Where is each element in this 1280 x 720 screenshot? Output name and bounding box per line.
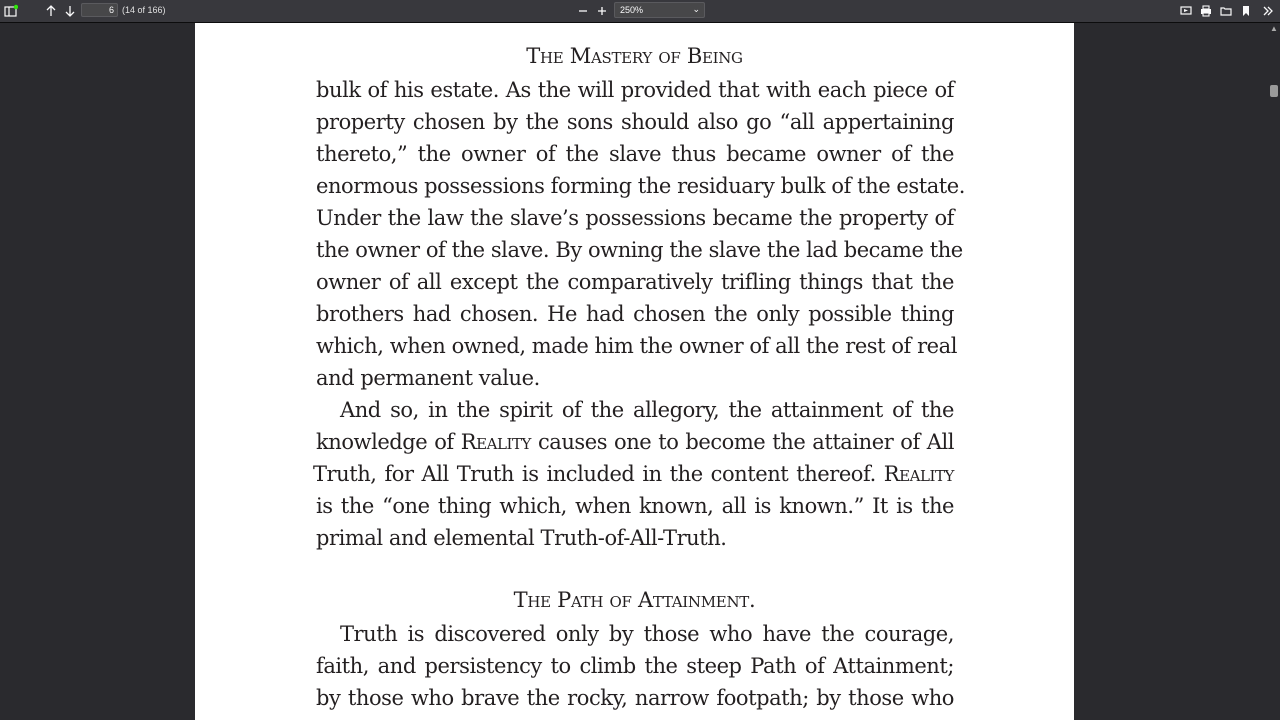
plus-icon[interactable] [593,2,611,20]
text-line: faith, and persistency to climb the steep Path of Attainment; [316,654,954,678]
paragraph-2 [313,394,954,554]
text-line: and permanent value. [316,366,540,390]
presentation-icon[interactable] [1177,2,1195,20]
minus-icon[interactable] [574,2,592,20]
page-count-label: (14 of 166) [122,5,166,15]
reality-term: Reality [883,462,954,486]
arrow-up-icon[interactable] [42,2,60,20]
zoom-select[interactable] [614,2,705,18]
folder-icon[interactable] [1217,2,1235,20]
page-number-input[interactable] [81,3,118,17]
text-line: And so, in the spirit of the allegory, the attainment of the [340,398,954,422]
text-line: Under the law the slave’s possessions became the property of [316,206,954,230]
sidebar-toggle-icon[interactable] [2,2,20,20]
zoom-value: 250% [620,5,644,15]
paragraph-1 [316,74,965,394]
text-line: property chosen by the sons should also go “all appertaining [316,110,954,134]
print-icon[interactable] [1197,2,1215,20]
running-head: The Mastery of Being [526,44,743,68]
text-line: brothers had chosen. He had chosen the only possible thing [316,302,954,326]
text-line: bulk of his estate. As the will provided that with each piece of [316,78,954,102]
text-line: primal and elemental Truth-of-All-Truth. [316,526,727,550]
bookmark-icon[interactable] [1237,2,1255,20]
text-line: Truth is discovered only by those who have the courage, [340,622,954,646]
text-line: the owner of the slave. By owning the slave the lad became the [316,238,963,262]
text-line [316,426,954,458]
text-line [313,458,954,490]
section-heading: The Path of Attainment. [513,588,756,612]
paragraph-3 [316,618,954,714]
double-chevron-right-icon[interactable] [1259,2,1277,20]
text-line: thereto,” the owner of the slave thus became owner of the [316,142,954,166]
vertical-scrollbar[interactable] [1268,23,1280,720]
text-line: owner of all except the comparatively trifling things that the [316,270,954,294]
text-line: is the “one thing which, when known, all is known.” It is the [316,494,954,518]
chevron-down-icon: ⌄ [692,4,700,14]
scroll-up-arrow-icon[interactable]: ▲ [1270,24,1278,33]
reality-term: Reality [460,430,531,454]
scrollbar-thumb[interactable] [1270,85,1278,97]
text-line: which, when owned, made him the owner of all the rest of real [316,334,957,358]
text-span: knowledge of [316,430,461,454]
text-span: Truth, for All Truth is included in the content thereof. [313,462,884,486]
pdf-toolbar [0,0,1280,23]
text-line: enormous possessions forming the residuary bulk of the estate. [316,174,965,198]
text-span: causes one to become the attainer of All [530,430,954,454]
arrow-down-icon[interactable] [61,2,79,20]
text-line: by those who brave the rocky, narrow footpath; by those who [316,686,954,710]
